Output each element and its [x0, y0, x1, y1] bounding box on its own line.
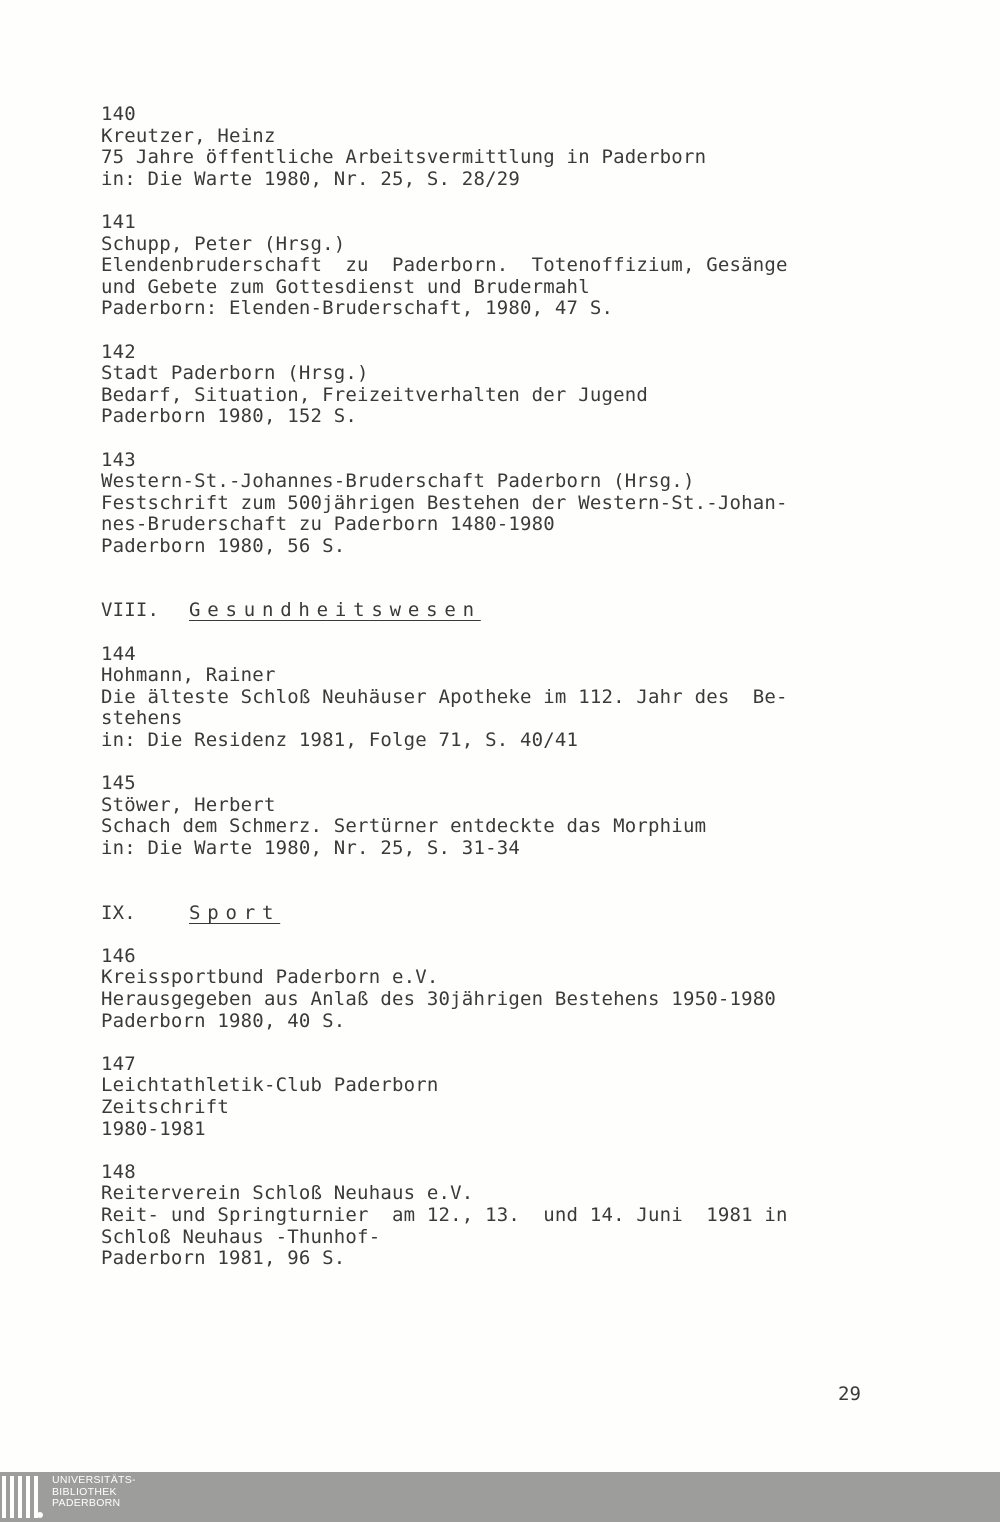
entry-title: 75 Jahre öffentliche Arbeitsvermittlung in Paderborn: [101, 146, 707, 169]
logo-line: PADERBORN: [52, 1497, 121, 1509]
entry-title: Zeitschrift: [101, 1095, 230, 1118]
bibliography-entry: [101, 342, 881, 428]
entry-author: Reiterverein Schloß Neuhaus e.V.: [101, 1182, 474, 1205]
entry-source: 1980-1981: [101, 1117, 206, 1140]
entry-number: 147: [101, 1052, 136, 1075]
section-heading-viii: [101, 600, 881, 622]
library-logo-text: [52, 1475, 136, 1510]
entry-source: Paderborn 1980, 56 S.: [101, 534, 346, 557]
entry-number: 141: [101, 210, 136, 233]
entry-author: Western-St.-Johannes-Bruderschaft Paderborn (Hrsg.): [101, 470, 695, 493]
logo-dot-icon: [37, 1512, 43, 1518]
entry-source: in: Die Warte 1980, Nr. 25, S. 28/29: [101, 167, 521, 190]
entry-title: Herausgegeben aus Anlaß des 30jährigen Bestehens 1950-1980: [101, 987, 777, 1010]
entry-title: und Gebete zum Gottesdienst und Brudermahl: [101, 275, 590, 298]
entry-title: Schach dem Schmerz. Sertürner entdeckte das Morphium: [101, 815, 707, 838]
entry-title: Festschrift zum 500jährigen Bestehen der Western-St.-Johan-: [101, 491, 788, 514]
bibliography-entry: [101, 946, 881, 1032]
entry-author: Hohmann, Rainer: [101, 664, 276, 687]
bibliography-entry: [101, 644, 881, 752]
bibliography-entry: [101, 1054, 881, 1140]
entry-source: Paderborn 1980, 152 S.: [101, 405, 358, 428]
page-number: 29: [838, 1383, 861, 1405]
bibliography-entry: [101, 212, 881, 320]
entry-source: in: Die Residenz 1981, Folge 71, S. 40/41: [101, 729, 579, 752]
entry-title: nes-Bruderschaft zu Paderborn 1480-1980: [101, 513, 555, 536]
entry-source: Paderborn 1980, 40 S.: [101, 1009, 346, 1032]
logo-line: BIBLIOTHEK: [52, 1485, 117, 1498]
entry-author: Schupp, Peter (Hrsg.): [101, 232, 346, 255]
bibliography-text: [101, 104, 881, 1291]
bibliography-entry: [101, 773, 881, 859]
entry-title: Reit- und Springturnier am 12., 13. und 14. Juni 1981 in: [101, 1203, 788, 1226]
entry-author: Kreissportbund Paderborn e.V.: [101, 966, 439, 989]
entry-number: 144: [101, 642, 136, 665]
logo-line: UNIVERSITÄTS-: [52, 1474, 136, 1486]
section-title: Sport: [189, 901, 281, 924]
entry-number: 140: [101, 103, 136, 125]
entry-source: in: Die Warte 1980, Nr. 25, S. 31-34: [101, 837, 521, 859]
bibliography-entry: [101, 104, 881, 190]
entry-number: 145: [101, 772, 136, 795]
entry-group-a: [101, 104, 881, 557]
entry-title: Bedarf, Situation, Freizeitverhalten der Jugend: [101, 383, 649, 406]
bibliography-entry: [101, 1162, 881, 1270]
section-number: VIII.: [101, 599, 160, 622]
entry-number: 143: [101, 448, 136, 471]
section-title: Gesundheitswesen: [189, 599, 481, 622]
entry-title: stehens: [101, 707, 183, 730]
entry-source: Paderborn: Elenden-Bruderschaft, 1980, 47 S.: [101, 297, 614, 320]
entry-group-b: [101, 644, 881, 860]
section-heading-ix: [101, 903, 881, 925]
entry-author: Stadt Paderborn (Hrsg.): [101, 362, 369, 385]
entry-number: 148: [101, 1160, 136, 1183]
library-logo-icon: [2, 1476, 38, 1518]
library-footer: [0, 1472, 1000, 1522]
entry-source: Paderborn 1981, 96 S.: [101, 1247, 346, 1270]
entry-author: Leichtathletik-Club Paderborn: [101, 1074, 439, 1097]
bibliography-entry: [101, 450, 881, 558]
entry-title: Elendenbruderschaft zu Paderborn. Totenoffizium, Gesänge: [101, 254, 788, 277]
entry-title: Die älteste Schloß Neuhäuser Apotheke im 112. Jahr des Be-: [101, 685, 788, 708]
entry-group-c: [101, 946, 881, 1270]
section-number: IX.: [101, 901, 136, 924]
entry-author: Kreutzer, Heinz: [101, 124, 276, 147]
entry-author: Stöwer, Herbert: [101, 793, 276, 816]
entry-title: Schloß Neuhaus -Thunhof-: [101, 1225, 381, 1248]
entry-number: 146: [101, 944, 136, 967]
entry-number: 142: [101, 340, 136, 363]
